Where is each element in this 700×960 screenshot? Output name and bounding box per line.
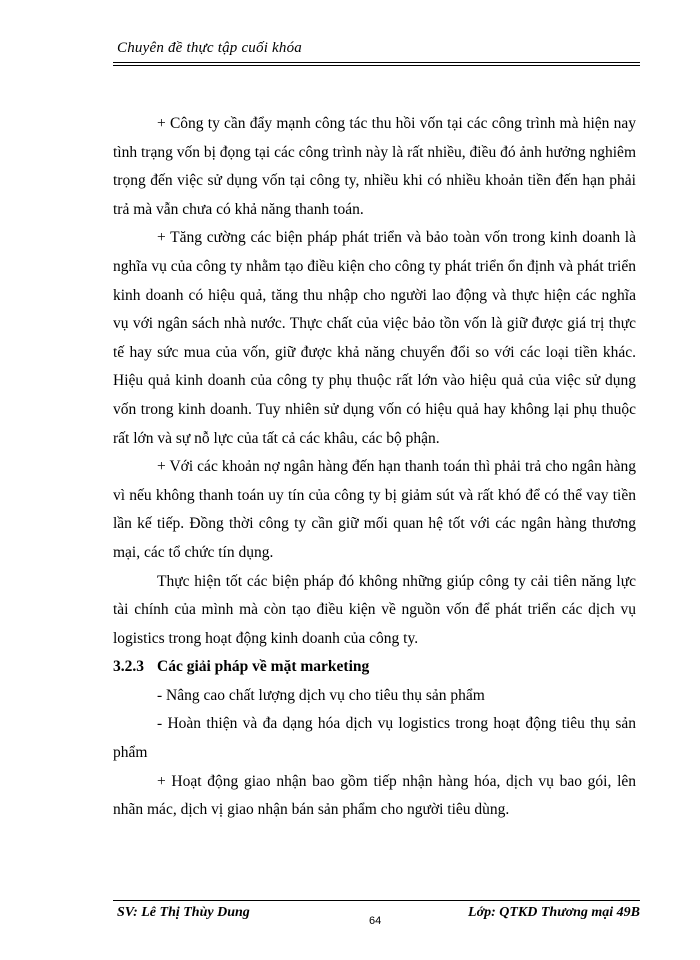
paragraph-capital-preservation: + Tăng cường các biện pháp phát triển và bảo toàn vốn trong kinh doanh là nghĩa vụ của công ty nhằm tạo điều kiện cho công ty phát triển ổn định và phát triển kinh doanh có hiệu quả, tăng thu nhập cho người lao động và thực hiện các nghĩa vụ với ngân sách nhà nước. Thực chất của việc bảo tồn vốn là giữ được giá trị thực tế hay sức mua của vốn, giữ được khả năng chuyển đổi so với các loại tiền khác. Hiệu quả kinh doanh của công ty phụ thuộc rất lớn vào hiệu quả của việc sử dụng vốn trong kinh doanh. Tuy nhiên sử dụng vốn có hiệu quả hay không lại phụ thuộc rất lớn và sự nỗ lực của tất cả các khâu, các bộ phận. xyxy=(113,229,636,447)
page-number: 64 xyxy=(369,915,382,927)
bullet-logistics-diversification: - Hoàn thiện và đa dạng hóa dịch vụ logistics trong hoạt động tiêu thụ sản phẩm xyxy=(113,715,636,762)
footer-rule xyxy=(113,900,640,901)
paragraph-bank-loans: + Với các khoản nợ ngân hàng đến hạn thanh toán thì phải trả cho ngân hàng vì nếu không thanh toán uy tín của công ty bị giảm sút và rất khó để có thể vay tiền lần kế tiếp. Đồng thời công ty cần giữ mối quan hệ tốt với các ngân hàng thương mại, các tổ chức tín dụng. xyxy=(113,458,636,561)
paragraph-delivery-activities: + Hoạt động giao nhận bao gồm tiếp nhận hàng hóa, dịch vụ bao gói, lên nhãn mác, dịch vị giao nhận bán sản phẩm cho người tiêu dùng. xyxy=(113,772,636,819)
paragraph-debt-recovery: + Công ty cần đẩy mạnh công tác thu hồi vốn tại các công trình mà hiện nay tình trạng vốn bị đọng tại các công trình này là rất nhiều, điều đó ảnh hưởng nghiêm trọng đến việc sử dụng vốn tại công ty, nhiều khi có nhiều khoản tiền đến hạn phải trả mà vẫn chưa có khả năng thanh toán. xyxy=(113,115,636,218)
section-number: 3.2.3 xyxy=(113,658,144,676)
document-body xyxy=(113,110,636,825)
page-header-title: Chuyên đề thực tập cuối khóa xyxy=(117,40,302,56)
header-rule xyxy=(113,62,640,63)
bullet-service-quality: - Nâng cao chất lượng dịch vụ cho tiêu thụ sản phẩm xyxy=(157,686,485,704)
footer-student-name: SV: Lê Thị Thùy Dung xyxy=(117,905,250,920)
section-heading xyxy=(113,653,636,682)
footer-class-name: Lớp: QTKD Thương mại 49B xyxy=(468,905,640,920)
header-rule-thin xyxy=(113,65,640,66)
paragraph-conclusion: Thực hiện tốt các biện pháp đó không những giúp công ty cải tiên năng lực tài chính của mình mà còn tạo điều kiện về nguồn vốn để phát triển các dịch vụ logistics trong hoạt động kinh doanh của công ty. xyxy=(113,572,636,647)
section-title: Các giải pháp về mặt marketing xyxy=(157,658,370,676)
